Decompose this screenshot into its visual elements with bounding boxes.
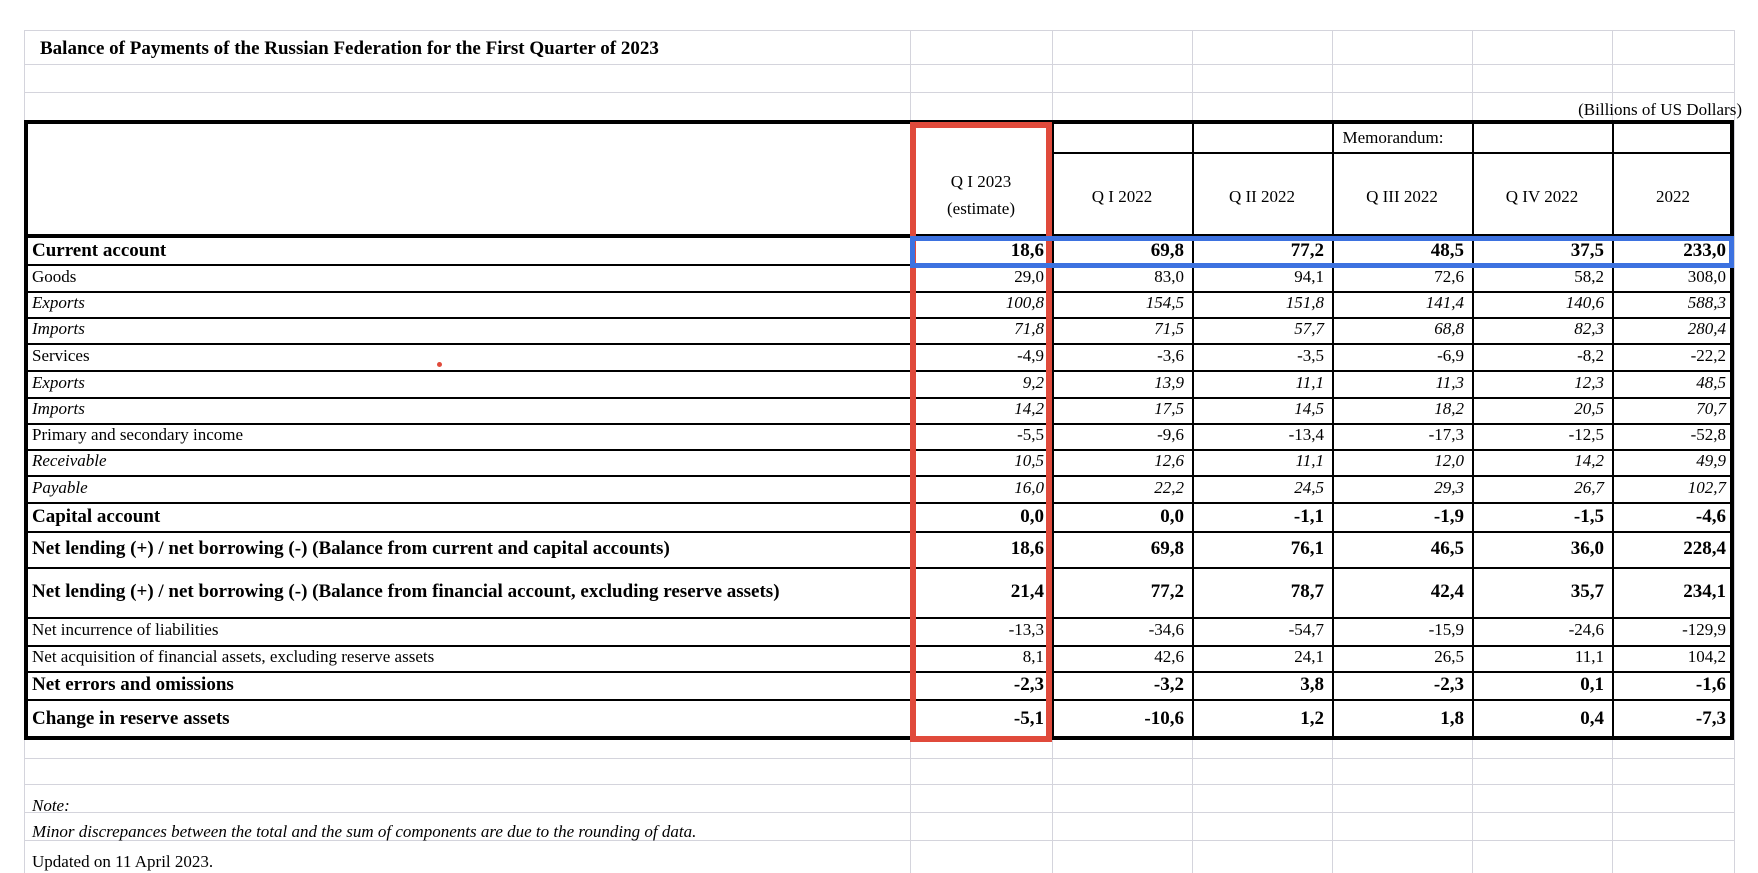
value-cell: -13,4 [1288,425,1324,444]
value-cell: -8,2 [1577,345,1604,365]
value-cell: 228,4 [1683,538,1726,559]
value-cell: 58,2 [1574,266,1604,286]
row-label: Goods [32,266,77,286]
value-cell: 36,0 [1570,538,1604,559]
value-cell: 1,8 [1440,708,1464,729]
row-label: Imports [32,319,85,338]
value-cell: 48,5 [1430,239,1464,261]
value-cell: 68,8 [1434,319,1464,338]
gridline-horizontal [24,784,1734,785]
value-cell: -12,5 [1568,425,1604,444]
value-cell: 0,0 [1160,505,1184,527]
value-cell: -15,9 [1428,620,1464,639]
value-cell: 13,9 [1154,372,1184,392]
column-header: 2022 [1656,187,1690,206]
row-label: Receivable [32,451,107,470]
value-cell: -6,9 [1437,345,1464,365]
value-cell: 308,0 [1687,266,1726,286]
value-cell: 26,7 [1574,477,1604,497]
value-cell: 18,6 [1010,239,1044,261]
value-cell: 104,2 [1687,647,1726,666]
value-cell: 24,1 [1294,647,1324,666]
updated-date: Updated on 11 April 2023. [32,852,214,871]
value-cell: 280,4 [1687,319,1726,338]
value-cell: -24,6 [1568,620,1604,639]
value-cell: -3,2 [1153,674,1184,695]
row-divider [24,699,1734,701]
value-cell: 57,7 [1294,319,1324,338]
value-cell: 154,5 [1145,293,1184,312]
value-cell: -3,6 [1157,345,1184,365]
value-cell: 94,1 [1294,266,1324,286]
row-label: Net lending (+) / net borrowing (-) (Balance from financial account, excluding reserve assets) [32,581,780,602]
value-cell: 234,1 [1683,581,1726,602]
value-cell: 24,5 [1294,477,1324,497]
value-cell: 77,2 [1290,239,1324,261]
value-cell: -4,6 [1695,505,1726,527]
value-cell: 0,1 [1580,674,1604,695]
value-cell: 14,2 [1014,399,1044,418]
value-cell: 1,2 [1300,708,1324,729]
row-label: Imports [32,399,85,418]
memorandum-label: Memorandum: [1342,128,1444,147]
value-cell: 17,5 [1154,399,1184,418]
value-cell: 29,3 [1434,477,1464,497]
value-cell: 69,8 [1150,239,1184,261]
units-label: (Billions of US Dollars) [1578,100,1742,119]
value-cell: 26,5 [1434,647,1464,666]
gridline-horizontal [24,758,1734,759]
value-cell: 12,0 [1434,451,1464,470]
value-cell: 35,7 [1570,581,1604,602]
value-cell: 20,5 [1574,399,1604,418]
value-cell: 588,3 [1687,293,1726,312]
value-cell: 42,6 [1154,647,1184,666]
row-divider [24,567,1734,569]
row-label: Net incurrence of liabilities [32,620,219,639]
value-cell: 76,1 [1290,538,1324,559]
value-cell: -1,1 [1293,505,1324,527]
value-cell: -129,9 [1682,620,1726,639]
value-cell: 12,3 [1574,372,1604,392]
red-dot-marker [437,362,442,367]
value-cell: -13,3 [1008,620,1044,639]
value-cell: 8,1 [1022,647,1044,666]
value-cell: 14,5 [1294,399,1324,418]
value-cell: -5,1 [1013,708,1044,729]
value-cell: 21,4 [1010,581,1044,602]
value-cell: 69,8 [1150,538,1184,559]
row-label: Change in reserve assets [32,708,230,729]
value-cell: 233,0 [1683,239,1726,261]
page-title: Balance of Payments of the Russian Federation for the First Quarter of 2023 [40,38,659,59]
value-cell: 140,6 [1565,293,1604,312]
value-cell: 18,2 [1434,399,1464,418]
row-divider [24,671,1734,673]
value-cell: 11,1 [1295,372,1324,392]
row-divider [24,617,1734,619]
value-cell: 10,5 [1014,451,1044,470]
note-title: Note: [32,796,70,815]
row-label: Net errors and omissions [32,674,234,695]
row-divider [24,531,1734,533]
value-cell: -1,9 [1433,505,1464,527]
value-cell: -9,6 [1157,425,1184,444]
column-header: Q I 2023 [950,172,1012,191]
value-cell: 29,0 [1014,266,1044,286]
value-cell: 46,5 [1430,538,1464,559]
note-text: Minor discrepances between the total and the sum of components are due to the rounding of data. [32,822,697,841]
value-cell: 12,6 [1154,451,1184,470]
column-header: Q III 2022 [1366,187,1438,206]
value-cell: 18,6 [1010,538,1044,559]
memorandum-rule [1052,152,1734,154]
value-cell: 11,1 [1295,451,1324,470]
value-cell: 0,0 [1020,505,1044,527]
row-label: Payable [32,477,88,497]
gridline-horizontal [24,812,1734,813]
value-cell: 78,7 [1290,581,1324,602]
value-cell: 102,7 [1687,477,1726,497]
value-cell: -7,3 [1695,708,1726,729]
value-cell: -34,6 [1148,620,1184,639]
row-label: Net lending (+) / net borrowing (-) (Balance from current and capital accounts) [32,538,670,559]
column-header: Q I 2022 [1091,187,1153,206]
value-cell: 42,4 [1430,581,1464,602]
column-header: Q II 2022 [1228,187,1296,206]
value-cell: 70,7 [1696,399,1726,418]
value-cell: 141,4 [1425,293,1464,312]
value-cell: 22,2 [1154,477,1184,497]
value-cell: -4,9 [1017,345,1044,365]
value-cell: 11,1 [1574,647,1604,666]
value-cell: 49,9 [1696,451,1726,470]
row-divider [24,502,1734,504]
row-label: Primary and secondary income [32,425,244,444]
value-cell: 3,8 [1300,674,1324,695]
gridline-vertical [1734,30,1735,873]
value-cell: 82,3 [1574,319,1604,338]
gridline-horizontal [24,30,1734,31]
row-label: Capital account [32,505,161,527]
value-cell: 83,0 [1154,266,1184,286]
row-label: Exports [32,372,85,392]
value-cell: 48,5 [1696,372,1726,392]
value-cell: 0,4 [1580,708,1604,729]
value-cell: -2,3 [1433,674,1464,695]
value-cell: 37,5 [1570,239,1604,261]
value-cell: -22,2 [1690,345,1726,365]
value-cell: -52,8 [1690,425,1726,444]
gridline-horizontal [24,92,1734,93]
value-cell: -2,3 [1013,674,1044,695]
highlight-column-q1-2023 [910,122,1052,742]
value-cell: 77,2 [1150,581,1184,602]
row-label: Current account [32,239,167,261]
row-label: Exports [32,293,85,312]
row-label: Services [32,345,90,365]
value-cell: 72,6 [1434,266,1464,286]
value-cell: 16,0 [1014,477,1044,497]
value-cell: 100,8 [1005,293,1044,312]
value-cell: 71,5 [1154,319,1184,338]
column-header: Q IV 2022 [1505,187,1579,206]
value-cell: 11,3 [1435,372,1464,392]
highlight-row-current-account [910,236,1734,268]
value-cell: 71,8 [1014,319,1044,338]
gridline-horizontal [24,64,1734,65]
value-cell: -5,5 [1017,425,1044,444]
value-cell: -17,3 [1428,425,1464,444]
value-cell: -1,6 [1695,674,1726,695]
value-cell: -3,5 [1297,345,1324,365]
value-cell: -1,5 [1573,505,1604,527]
value-cell: 14,2 [1574,451,1604,470]
value-cell: -54,7 [1288,620,1324,639]
value-cell: 9,2 [1022,372,1044,392]
value-cell: 151,8 [1285,293,1324,312]
column-header-sub: (estimate) [947,199,1015,218]
value-cell: -10,6 [1144,708,1184,729]
row-label: Net acquisition of financial assets, excluding reserve assets [32,647,435,666]
